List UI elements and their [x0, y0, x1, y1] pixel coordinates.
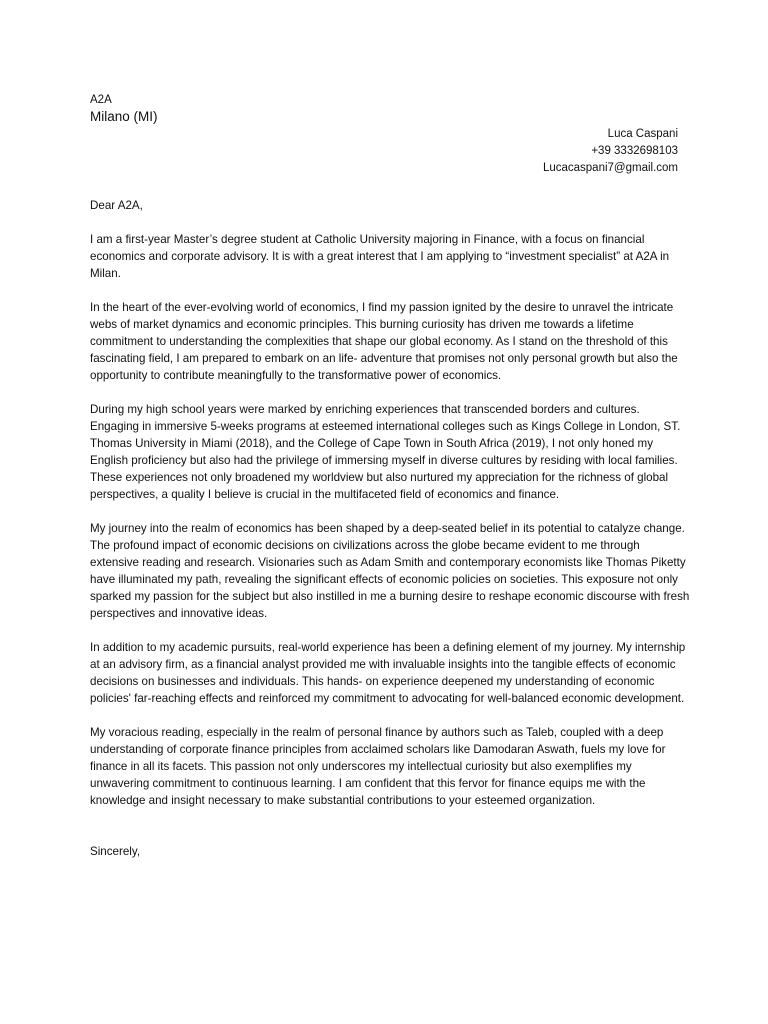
- sender-name: Luca Caspani: [607, 128, 678, 140]
- letter-body: [90, 197, 690, 877]
- sender-block: [378, 126, 678, 177]
- paragraph-reading: My voracious reading, especially in the realm of personal finance by authors such as Taleb, coupled with a deep understanding of corporate finance principles from acclaimed scholars like Damodaran Aswath, fuels my love for finance in all its facets. This passion not only underscores my intellectual curiosity but also exemplifies my unwavering commitment to continuous learning. I am confident that this fervor for finance equips me with the knowledge and insight necessary to make substantial contributions to your esteemed organization.: [90, 726, 666, 807]
- paragraph-passion: In the heart of the ever-evolving world of economics, I find my passion ignited by the desire to unravel the intricate webs of market dynamics and economic principles. This burning curiosity has driven me towards a lifetime commitment to understanding the complexities that shape our global economy. As I stand on the threshold of this fascinating field, I am prepared to embark on an life- adventure that promises not only personal growth but also the opportunity to contribute meaningfully to the transformative power of economics.: [90, 301, 678, 382]
- recipient-block: [90, 93, 390, 126]
- salutation: Dear A2A,: [90, 199, 143, 212]
- paragraph-intro: I am a first-year Master’s degree student at Catholic University majoring in Finance, with a focus on financial economics and corporate advisory. It is with a great interest that I am applying to “investment specialist” at A2A in Milan.: [90, 233, 670, 280]
- closing: Sincerely,: [90, 845, 141, 858]
- paragraph-experience: In addition to my academic pursuits, real-world experience has been a defining element of my journey. My internship at an advisory firm, as a financial analyst provided me with invaluable insights into the tangible effects of economic decisions on businesses and individuals. This hands- on experience deepened my understanding of economic policies' far-reaching effects and reinforced my commitment to advocating for well-balanced economic development.: [90, 641, 686, 705]
- recipient-company: A2A: [90, 94, 112, 106]
- paragraph-journey: My journey into the realm of economics has been shaped by a deep-seated belief in its potential to catalyze change. The profound impact of economic decisions on civilizations across the globe became evident to me through extensive reading and research. Visionaries such as Adam Smith and contemporary economists like Thomas Piketty have illuminated my path, revealing the significant effects of economic policies on societies. This exposure not only sparked my passion for the subject but also instilled in me a burning desire to reshape economic discourse with fresh perspectives and innovative ideas.: [90, 522, 690, 620]
- sender-email: Lucacaspani7@gmail.com: [542, 162, 678, 174]
- recipient-city: Milano (MI): [90, 109, 158, 124]
- sender-phone: +39 3332698103: [591, 145, 678, 157]
- paragraph-high-school: During my high school years were marked by enriching experiences that transcended borders and cultures. Engaging in immersive 5-weeks programs at esteemed international colleges such as Kings College in London, ST. Thomas University in Miami (2018), and the College of Cape Town in South Africa (2019), I not only honed my English proficiency but also had the privilege of immersing myself in diverse cultures by residing with local families. These experiences not only broadened my worldview but also nurtured my appreciation for the richness of global perspectives, a quality I believe is crucial in the multifaceted field of economics and finance.: [90, 403, 681, 501]
